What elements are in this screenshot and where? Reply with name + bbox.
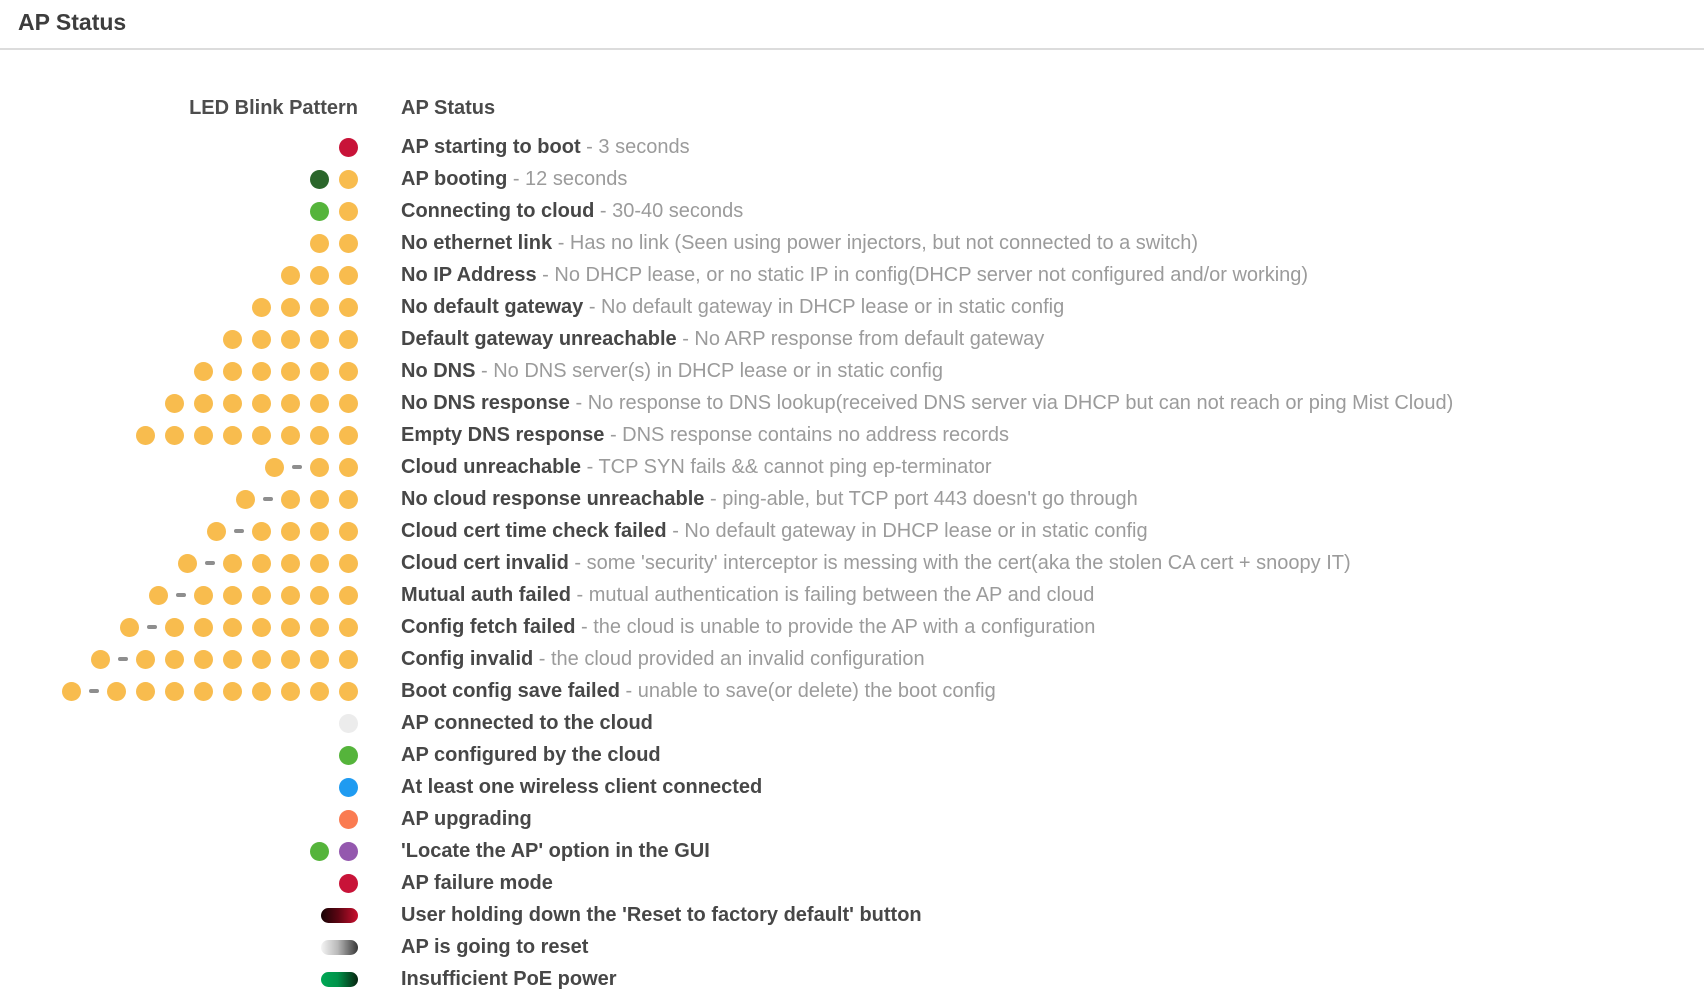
amber-led-dot bbox=[281, 650, 300, 669]
led-blink-pattern bbox=[18, 170, 358, 189]
amber-led-dot bbox=[310, 426, 329, 445]
status-name: AP upgrading bbox=[401, 807, 532, 830]
status-text bbox=[401, 392, 1453, 415]
led-blink-pattern bbox=[18, 362, 358, 381]
table-row bbox=[18, 931, 1704, 963]
amber-led-dot bbox=[281, 394, 300, 413]
amber-led-dot bbox=[339, 202, 358, 221]
table-row bbox=[18, 483, 1704, 515]
led-blink-pattern bbox=[18, 138, 358, 157]
amber-led-dot bbox=[281, 298, 300, 317]
amber-led-dot bbox=[281, 618, 300, 637]
amber-led-dot bbox=[310, 266, 329, 285]
dash-separator bbox=[147, 625, 157, 629]
amber-led-dot bbox=[194, 618, 213, 637]
amber-led-dot bbox=[339, 682, 358, 701]
amber-led-dot bbox=[281, 362, 300, 381]
led-blink-pattern bbox=[18, 298, 358, 317]
dash-separator bbox=[205, 561, 215, 565]
amber-led-dot bbox=[223, 586, 242, 605]
table-row bbox=[18, 803, 1704, 835]
table-row bbox=[18, 899, 1704, 931]
amber-led-dot bbox=[310, 682, 329, 701]
table-row bbox=[18, 739, 1704, 771]
amber-led-dot bbox=[339, 266, 358, 285]
status-text bbox=[401, 488, 1138, 511]
amber-led-dot bbox=[136, 426, 155, 445]
dash-separator bbox=[89, 689, 99, 693]
amber-led-dot bbox=[310, 458, 329, 477]
amber-led-dot bbox=[252, 554, 271, 573]
amber-led-dot bbox=[194, 586, 213, 605]
amber-led-dot bbox=[281, 682, 300, 701]
led-blink-pattern bbox=[18, 746, 358, 765]
status-name: No DNS response bbox=[401, 391, 570, 414]
status-text bbox=[401, 808, 532, 831]
status-text bbox=[401, 936, 588, 959]
status-description: - No DNS server(s) in DHCP lease or in static config bbox=[475, 359, 944, 382]
led-blink-pattern bbox=[18, 234, 358, 253]
status-name: Cloud cert invalid bbox=[401, 551, 569, 574]
status-name: No DNS bbox=[401, 359, 476, 382]
status-description: - No default gateway in DHCP lease or in static config bbox=[666, 519, 1148, 542]
status-name: Cloud unreachable bbox=[401, 455, 582, 478]
led-blink-pattern bbox=[18, 330, 358, 349]
status-name: Config invalid bbox=[401, 647, 534, 670]
led-blink-pattern bbox=[18, 908, 358, 923]
status-description: - TCP SYN fails && cannot ping ep-terminator bbox=[581, 455, 992, 478]
table-row bbox=[18, 611, 1704, 643]
amber-led-dot bbox=[339, 586, 358, 605]
amber-led-dot bbox=[310, 650, 329, 669]
pill-red-led bbox=[321, 908, 358, 923]
amber-led-dot bbox=[339, 330, 358, 349]
amber-led-dot bbox=[339, 394, 358, 413]
table-row bbox=[18, 131, 1704, 163]
amber-led-dot bbox=[339, 522, 358, 541]
led-blink-pattern bbox=[18, 458, 358, 477]
status-description: - No ARP response from default gateway bbox=[676, 327, 1045, 350]
amber-led-dot bbox=[252, 650, 271, 669]
table-row bbox=[18, 419, 1704, 451]
amber-led-dot bbox=[281, 490, 300, 509]
coral-led-dot bbox=[339, 810, 358, 829]
table-row bbox=[18, 707, 1704, 739]
status-column-header: AP Status bbox=[401, 96, 496, 119]
amber-led-dot bbox=[136, 682, 155, 701]
purple-led-dot bbox=[339, 842, 358, 861]
status-description: - 12 seconds bbox=[507, 167, 628, 190]
dark-green-led-dot bbox=[310, 170, 329, 189]
led-blink-pattern bbox=[18, 940, 358, 955]
led-blink-pattern bbox=[18, 554, 358, 573]
table-row bbox=[18, 163, 1704, 195]
dash-separator bbox=[176, 593, 186, 597]
amber-led-dot bbox=[339, 554, 358, 573]
amber-led-dot bbox=[194, 682, 213, 701]
amber-led-dot bbox=[339, 362, 358, 381]
amber-led-dot bbox=[165, 426, 184, 445]
amber-led-dot bbox=[223, 682, 242, 701]
status-name: No IP Address bbox=[401, 263, 537, 286]
amber-led-dot bbox=[194, 426, 213, 445]
amber-led-dot bbox=[339, 458, 358, 477]
page-header bbox=[0, 0, 1704, 50]
table-row bbox=[18, 835, 1704, 867]
amber-led-dot bbox=[310, 234, 329, 253]
status-name: No cloud response unreachable bbox=[401, 487, 705, 510]
led-blink-pattern bbox=[18, 874, 358, 893]
blue-led-dot bbox=[339, 778, 358, 797]
status-name: AP connected to the cloud bbox=[401, 711, 653, 734]
amber-led-dot bbox=[252, 682, 271, 701]
amber-led-dot bbox=[223, 426, 242, 445]
status-description: - mutual authentication is failing between the AP and cloud bbox=[571, 583, 1095, 606]
table-row bbox=[18, 675, 1704, 707]
table-row bbox=[18, 867, 1704, 899]
amber-led-dot bbox=[310, 586, 329, 605]
amber-led-dot bbox=[107, 682, 126, 701]
status-text bbox=[401, 360, 943, 383]
amber-led-dot bbox=[194, 362, 213, 381]
led-blink-pattern bbox=[18, 394, 358, 413]
amber-led-dot bbox=[136, 650, 155, 669]
amber-led-dot bbox=[236, 490, 255, 509]
table-row bbox=[18, 643, 1704, 675]
amber-led-dot bbox=[310, 554, 329, 573]
amber-led-dot bbox=[165, 682, 184, 701]
status-name: At least one wireless client connected bbox=[401, 775, 763, 798]
status-text bbox=[401, 648, 925, 671]
amber-led-dot bbox=[194, 650, 213, 669]
amber-led-dot bbox=[194, 394, 213, 413]
amber-led-dot bbox=[223, 650, 242, 669]
table-row bbox=[18, 579, 1704, 611]
table-row bbox=[18, 323, 1704, 355]
led-blink-pattern bbox=[18, 522, 358, 541]
dash-separator bbox=[234, 529, 244, 533]
status-text bbox=[401, 680, 996, 703]
status-text bbox=[401, 232, 1198, 255]
amber-led-dot bbox=[252, 522, 271, 541]
amber-led-dot bbox=[281, 554, 300, 573]
status-text bbox=[401, 872, 553, 895]
amber-led-dot bbox=[310, 490, 329, 509]
amber-led-dot bbox=[91, 650, 110, 669]
amber-led-dot bbox=[252, 586, 271, 605]
amber-led-dot bbox=[252, 426, 271, 445]
green-led-dot bbox=[310, 202, 329, 221]
led-blink-pattern bbox=[18, 972, 358, 987]
amber-led-dot bbox=[339, 170, 358, 189]
amber-led-dot bbox=[310, 298, 329, 317]
led-blink-pattern bbox=[18, 490, 358, 509]
table-row bbox=[18, 291, 1704, 323]
status-text bbox=[401, 840, 710, 863]
pattern-column-header: LED Blink Pattern bbox=[189, 96, 358, 119]
status-name: User holding down the 'Reset to factory default' button bbox=[401, 903, 922, 926]
amber-led-dot bbox=[281, 426, 300, 445]
led-blink-pattern bbox=[18, 266, 358, 285]
amber-led-dot bbox=[310, 362, 329, 381]
amber-led-dot bbox=[310, 394, 329, 413]
status-name: No default gateway bbox=[401, 295, 584, 318]
amber-led-dot bbox=[252, 394, 271, 413]
dash-separator bbox=[292, 465, 302, 469]
table-row bbox=[18, 771, 1704, 803]
status-text bbox=[401, 968, 617, 991]
crimson-led-dot bbox=[339, 874, 358, 893]
table-row bbox=[18, 227, 1704, 259]
amber-led-dot bbox=[178, 554, 197, 573]
amber-led-dot bbox=[281, 522, 300, 541]
led-status-table bbox=[0, 50, 1704, 995]
led-blink-pattern bbox=[18, 714, 358, 733]
status-name: Default gateway unreachable bbox=[401, 327, 677, 350]
status-description: - some 'security' interceptor is messing with the cert(aka the stolen CA cert + snoopy IT) bbox=[568, 551, 1351, 574]
status-name: Empty DNS response bbox=[401, 423, 605, 446]
amber-led-dot bbox=[281, 266, 300, 285]
status-name: 'Locate the AP' option in the GUI bbox=[401, 839, 710, 862]
amber-led-dot bbox=[252, 298, 271, 317]
status-name: Mutual auth failed bbox=[401, 583, 571, 606]
table-row bbox=[18, 547, 1704, 579]
table-row bbox=[18, 259, 1704, 291]
led-blink-pattern bbox=[18, 650, 358, 669]
table-row bbox=[18, 355, 1704, 387]
amber-led-dot bbox=[339, 490, 358, 509]
amber-led-dot bbox=[165, 650, 184, 669]
status-text bbox=[401, 904, 922, 927]
status-name: AP is going to reset bbox=[401, 935, 589, 958]
amber-led-dot bbox=[165, 618, 184, 637]
led-blink-pattern bbox=[18, 810, 358, 829]
status-text bbox=[401, 552, 1351, 575]
status-text bbox=[401, 456, 992, 479]
amber-led-dot bbox=[223, 394, 242, 413]
amber-led-dot bbox=[310, 618, 329, 637]
amber-led-dot bbox=[207, 522, 226, 541]
amber-led-dot bbox=[339, 618, 358, 637]
amber-led-dot bbox=[339, 234, 358, 253]
status-description: - Has no link (Seen using power injectors, but not connected to a switch) bbox=[552, 231, 1199, 254]
led-blink-pattern bbox=[18, 842, 358, 861]
status-description: - ping-able, but TCP port 443 doesn't go through bbox=[704, 487, 1138, 510]
status-name: Boot config save failed bbox=[401, 679, 620, 702]
status-text bbox=[401, 328, 1044, 351]
status-name: Cloud cert time check failed bbox=[401, 519, 667, 542]
page-title: AP Status bbox=[18, 9, 127, 35]
status-name: AP booting bbox=[401, 167, 508, 190]
amber-led-dot bbox=[252, 618, 271, 637]
light-gray-led-dot bbox=[339, 714, 358, 733]
status-name: AP configured by the cloud bbox=[401, 743, 661, 766]
status-text bbox=[401, 712, 653, 735]
green-led-dot bbox=[310, 842, 329, 861]
amber-led-dot bbox=[62, 682, 81, 701]
led-table-body bbox=[18, 131, 1704, 995]
status-text bbox=[401, 616, 1095, 639]
led-blink-pattern bbox=[18, 682, 358, 701]
table-row bbox=[18, 387, 1704, 419]
status-description: - No DHCP lease, or no static IP in config(DHCP server not configured and/or working) bbox=[536, 263, 1309, 286]
amber-led-dot bbox=[223, 330, 242, 349]
status-text bbox=[401, 200, 743, 223]
amber-led-dot bbox=[252, 330, 271, 349]
status-text bbox=[401, 584, 1094, 607]
dash-separator bbox=[263, 497, 273, 501]
pill-green-led bbox=[321, 972, 358, 987]
status-description: - the cloud is unable to provide the AP with a configuration bbox=[575, 615, 1096, 638]
table-row bbox=[18, 963, 1704, 995]
amber-led-dot bbox=[223, 618, 242, 637]
amber-led-dot bbox=[120, 618, 139, 637]
amber-led-dot bbox=[310, 330, 329, 349]
status-name: No ethernet link bbox=[401, 231, 553, 254]
amber-led-dot bbox=[252, 362, 271, 381]
led-blink-pattern bbox=[18, 778, 358, 797]
table-row bbox=[18, 451, 1704, 483]
table-row bbox=[18, 515, 1704, 547]
status-description: - No response to DNS lookup(received DNS server via DHCP but can not reach or ping Mist Cloud) bbox=[569, 391, 1454, 414]
crimson-led-dot bbox=[339, 138, 358, 157]
status-name: Config fetch failed bbox=[401, 615, 576, 638]
status-name: AP starting to boot bbox=[401, 135, 581, 158]
amber-led-dot bbox=[339, 298, 358, 317]
status-description: - 30-40 seconds bbox=[594, 199, 744, 222]
green-led-dot bbox=[339, 746, 358, 765]
amber-led-dot bbox=[281, 330, 300, 349]
status-text bbox=[401, 520, 1148, 543]
status-description: - 3 seconds bbox=[580, 135, 690, 158]
status-text bbox=[401, 264, 1308, 287]
amber-led-dot bbox=[223, 362, 242, 381]
led-blink-pattern bbox=[18, 586, 358, 605]
dash-separator bbox=[118, 657, 128, 661]
status-text bbox=[401, 136, 690, 159]
led-blink-pattern bbox=[18, 202, 358, 221]
status-description: - the cloud provided an invalid configuration bbox=[533, 647, 925, 670]
led-blink-pattern bbox=[18, 618, 358, 637]
status-name: Connecting to cloud bbox=[401, 199, 595, 222]
status-description: - unable to save(or delete) the boot config bbox=[619, 679, 996, 702]
status-text bbox=[401, 296, 1064, 319]
status-description: - No default gateway in DHCP lease or in static config bbox=[583, 295, 1065, 318]
amber-led-dot bbox=[149, 586, 168, 605]
status-text bbox=[401, 776, 762, 799]
led-blink-pattern bbox=[18, 426, 358, 445]
amber-led-dot bbox=[165, 394, 184, 413]
status-name: AP failure mode bbox=[401, 871, 553, 894]
amber-led-dot bbox=[310, 522, 329, 541]
amber-led-dot bbox=[265, 458, 284, 477]
status-text bbox=[401, 424, 1009, 447]
table-row bbox=[18, 195, 1704, 227]
status-text bbox=[401, 168, 627, 191]
status-name: Insufficient PoE power bbox=[401, 967, 617, 990]
status-description: - DNS response contains no address records bbox=[604, 423, 1010, 446]
amber-led-dot bbox=[339, 650, 358, 669]
amber-led-dot bbox=[223, 554, 242, 573]
amber-led-dot bbox=[339, 426, 358, 445]
table-header-row bbox=[18, 92, 1704, 124]
pill-gray-led bbox=[321, 940, 358, 955]
amber-led-dot bbox=[281, 586, 300, 605]
status-text bbox=[401, 744, 661, 767]
